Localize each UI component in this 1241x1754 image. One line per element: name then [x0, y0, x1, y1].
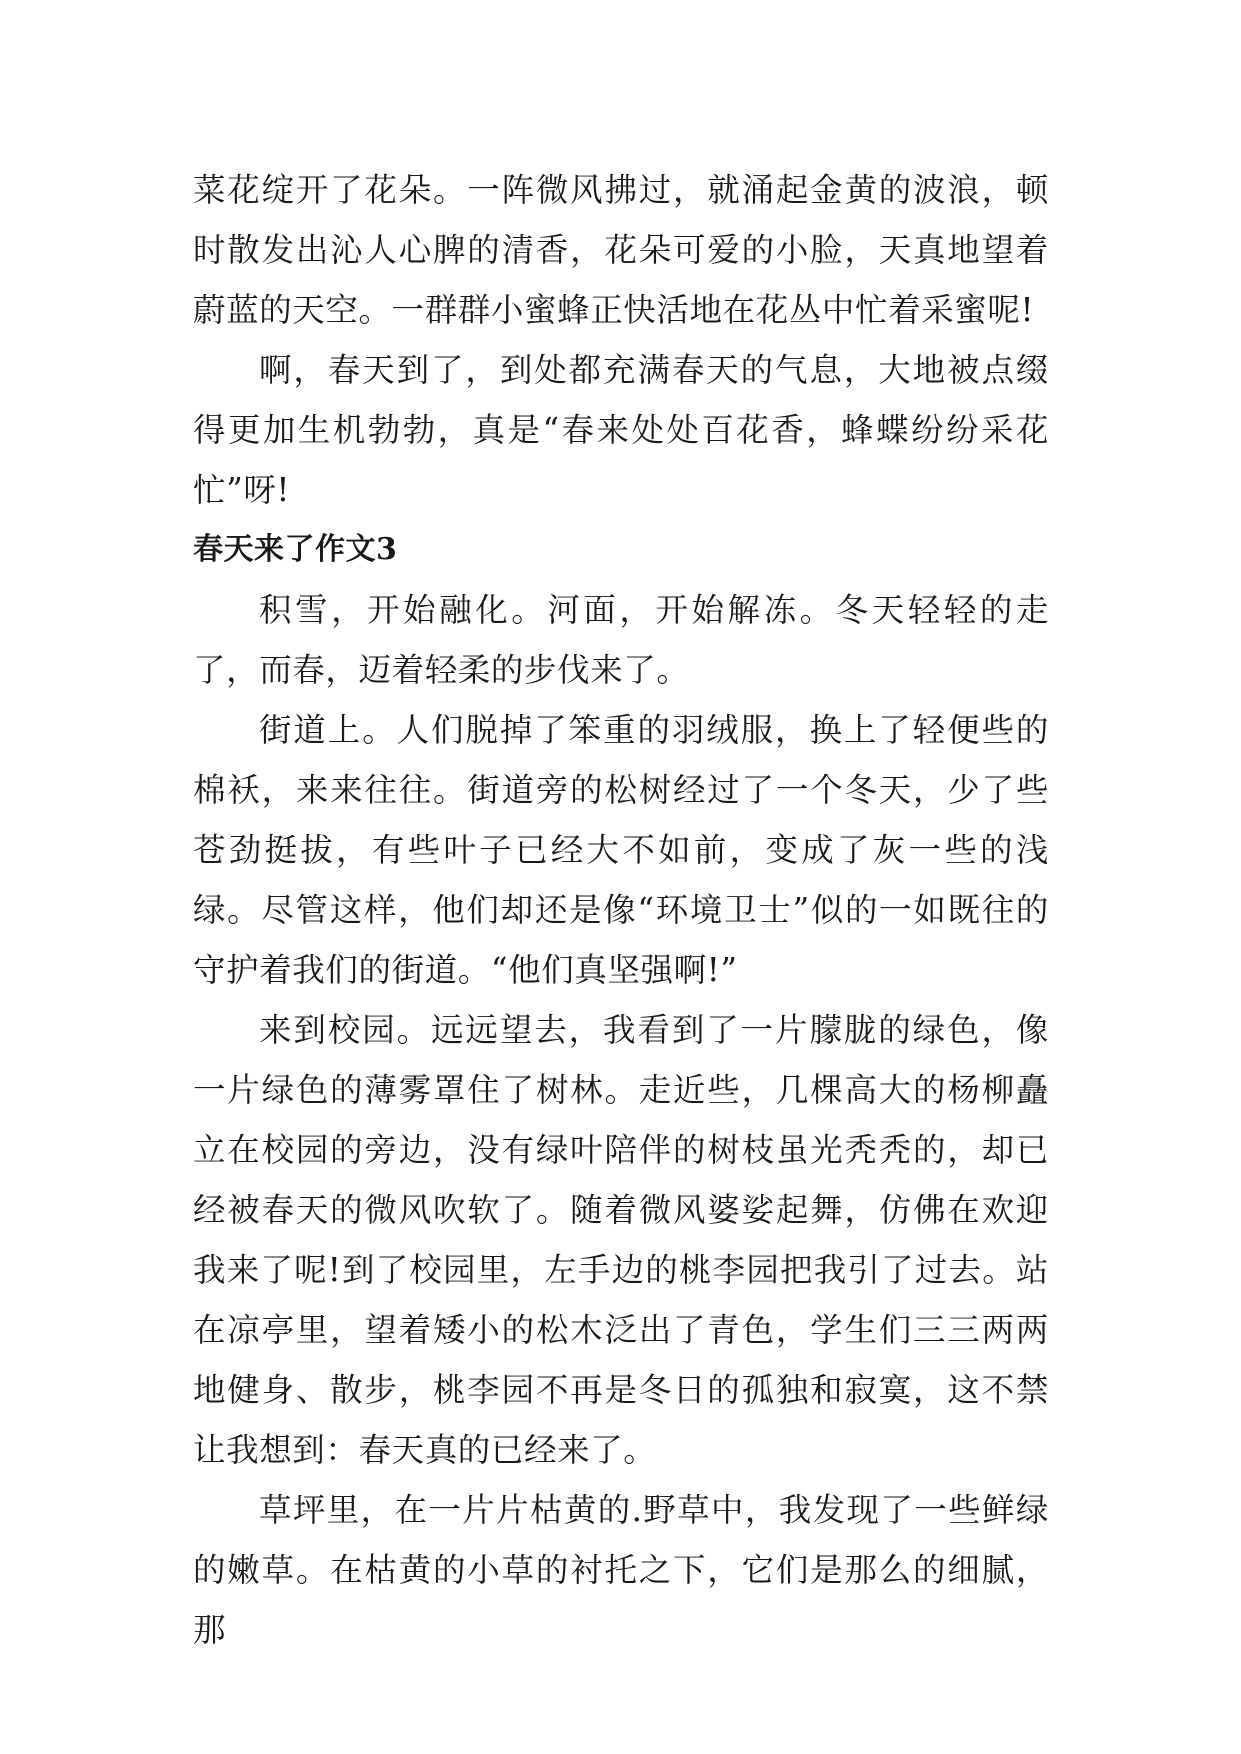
- paragraph-6: 草坪里，在一片片枯黄的.野草中，我发现了一些鲜绿的嫩草。在枯黄的小草的衬托之下，它们是那么的细腻，那: [193, 1491, 1049, 1649]
- document-body: [193, 160, 1049, 1660]
- paragraph-3: 积雪，开始融化。河面，开始解冻。冬天轻轻的走了，而春，迈着轻柔的步伐来了。: [193, 591, 1049, 689]
- paragraph-2: 啊，春天到了，到处都充满春天的气息，大地被点缀得更加生机勃勃，真是“春来处处百花香，蜂蝶纷纷采花忙”呀!: [193, 351, 1049, 509]
- paragraph-5: 来到校园。远远望去，我看到了一片朦胧的绿色，像一片绿色的薄雾罩住了树林。走近些，几棵高大的杨柳矗立在校园的旁边，没有绿叶陪伴的树枝虽光秃秃的，却已经被春天的微风吹软了。随着微风婆娑起舞，仿佛在欢迎我来了呢!到了校园里，左手边的桃李园把我引了过去。站在凉亭里，望着矮小的松木泛出了青色，学生们三三两两地健身、散步，桃李园不再是冬日的孤独和寂寞，这不禁让我想到：春天真的已经来了。: [193, 1011, 1049, 1469]
- paragraph-1: 菜花绽开了花朵。一阵微风拂过，就涌起金黄的波浪，顿时散发出沁人心脾的清香，花朵可爱的小脸，天真地望着蔚蓝的天空。一群群小蜜蜂正快活地在花丛中忙着采蜜呢!: [193, 171, 1049, 329]
- section-heading: 春天来了作文3: [193, 532, 398, 567]
- paragraph-4: 街道上。人们脱掉了笨重的羽绒服，换上了轻便些的棉袄，来来往往。街道旁的松树经过了一个冬天，少了些苍劲挺拔，有些叶子已经大不如前，变成了灰一些的浅绿。尽管这样，他们却还是像“环境卫士”似的一如既往的守护着我们的街道。“他们真坚强啊!”: [193, 711, 1049, 989]
